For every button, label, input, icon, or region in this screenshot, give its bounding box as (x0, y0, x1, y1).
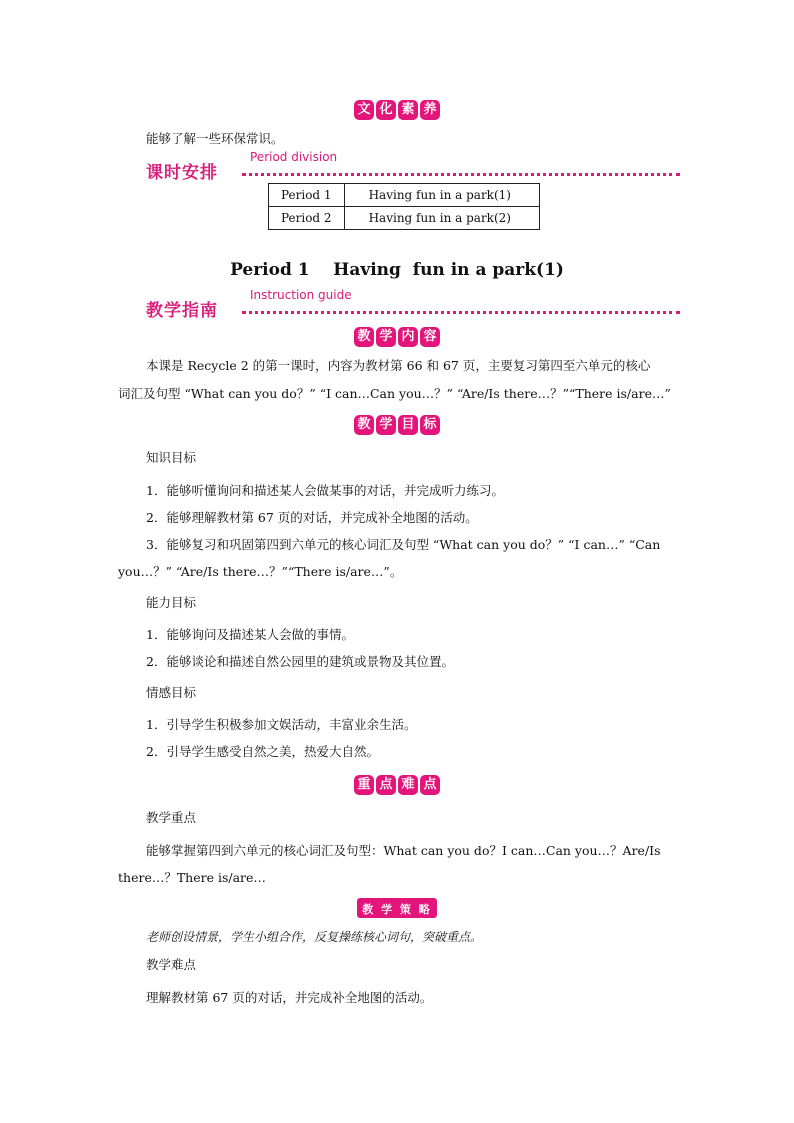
period-cell: Period 2 (269, 207, 345, 230)
difficulty-text: 理解教材第 67 页的对话，并完成补全地图的活动。 (146, 990, 433, 1005)
table-row (269, 184, 540, 207)
content-badge (0, 325, 794, 347)
key-line-1: 能够掌握第四到六单元的核心词汇及句型：What can you do？I can…Can you…？Are/Is (146, 843, 661, 858)
emotion-item-2: 2．引导学生感受自然之美，热爱大自然。 (146, 744, 379, 759)
knowledge-item-3: 3．能够复习和巩固第四到六单元的核心词汇及句型 “What can you do？” “I can…” “Can (146, 537, 661, 552)
badge-char: 点 (376, 775, 396, 795)
knowledge-label: 知识目标 (146, 450, 197, 465)
difficulty-label: 教学难点 (146, 957, 197, 972)
dotted-rule (242, 173, 680, 176)
goals-badge (0, 413, 794, 435)
content-line-2: 词汇及句型 “What can you do？” “I can…Can you…？” “Are/Is there…？”“There is/are…” (118, 386, 671, 401)
badge-char: 内 (398, 327, 418, 347)
period-cell: Period 1 (269, 184, 345, 207)
lesson-title: Period 1 Having fun in a park(1) (230, 260, 564, 280)
ability-item-2: 2．能够谈论和描述自然公园里的建筑或景物及其位置。 (146, 654, 454, 669)
emotion-item-1: 1．引导学生积极参加文娱活动，丰富业余生活。 (146, 717, 417, 732)
badge-char: 教 (354, 415, 374, 435)
key-points-badge (0, 773, 794, 795)
badge-char: 素 (398, 100, 418, 120)
instruction-guide-zh: 教学指南 (146, 301, 218, 321)
badge-char: 养 (420, 100, 440, 120)
key-label: 教学重点 (146, 810, 197, 825)
badge-char: 化 (376, 100, 396, 120)
period-division-zh: 课时安排 (146, 163, 218, 183)
instruction-guide-heading (146, 288, 680, 321)
knowledge-item-1: 1．能够听懂询问和描述某人会做某事的对话，并完成听力练习。 (146, 483, 504, 498)
badge-char: 学 (376, 415, 396, 435)
culture-text: 能够了解一些环保常识。 (146, 131, 284, 146)
badge-char: 文 (354, 100, 374, 120)
content-line-1: 本课是 Recycle 2 的第一课时，内容为教材第 66 和 67 页，主要复习第四至六单元的核心 (146, 358, 651, 373)
period-table (268, 183, 540, 230)
badge-char: 难 (398, 775, 418, 795)
badge-char: 目 (398, 415, 418, 435)
emotion-label: 情感目标 (146, 685, 197, 700)
key-line-2: there…？There is/are… (118, 870, 266, 885)
period-division-heading (146, 150, 680, 183)
strategy-badge-text: 教 学 策 略 (362, 903, 432, 916)
ability-item-1: 1．能够询问及描述某人会做的事情。 (146, 627, 354, 642)
title-cell: Having fun in a park(1) (344, 184, 539, 207)
knowledge-item-2: 2．能够理解教材第 67 页的对话，并完成补全地图的活动。 (146, 510, 478, 525)
instruction-guide-en: Instruction guide (250, 288, 352, 302)
badge-char: 学 (376, 327, 396, 347)
strategy-badge (0, 898, 794, 918)
table-row (269, 207, 540, 230)
ability-label: 能力目标 (146, 595, 197, 610)
badge-char: 重 (354, 775, 374, 795)
period-division-en: Period division (250, 150, 338, 164)
badge-char: 教 (354, 327, 374, 347)
knowledge-item-3-cont: you…？” “Are/Is there…？”“There is/are…”。 (118, 564, 403, 579)
title-cell: Having fun in a park(2) (344, 207, 539, 230)
culture-badge (0, 98, 794, 120)
dotted-rule (242, 311, 680, 314)
badge-char: 标 (420, 415, 440, 435)
badge-char: 容 (420, 327, 440, 347)
badge-char: 点 (420, 775, 440, 795)
strategy-text: 老师创设情景，学生小组合作，反复操练核心词句，突破重点。 (146, 930, 483, 944)
